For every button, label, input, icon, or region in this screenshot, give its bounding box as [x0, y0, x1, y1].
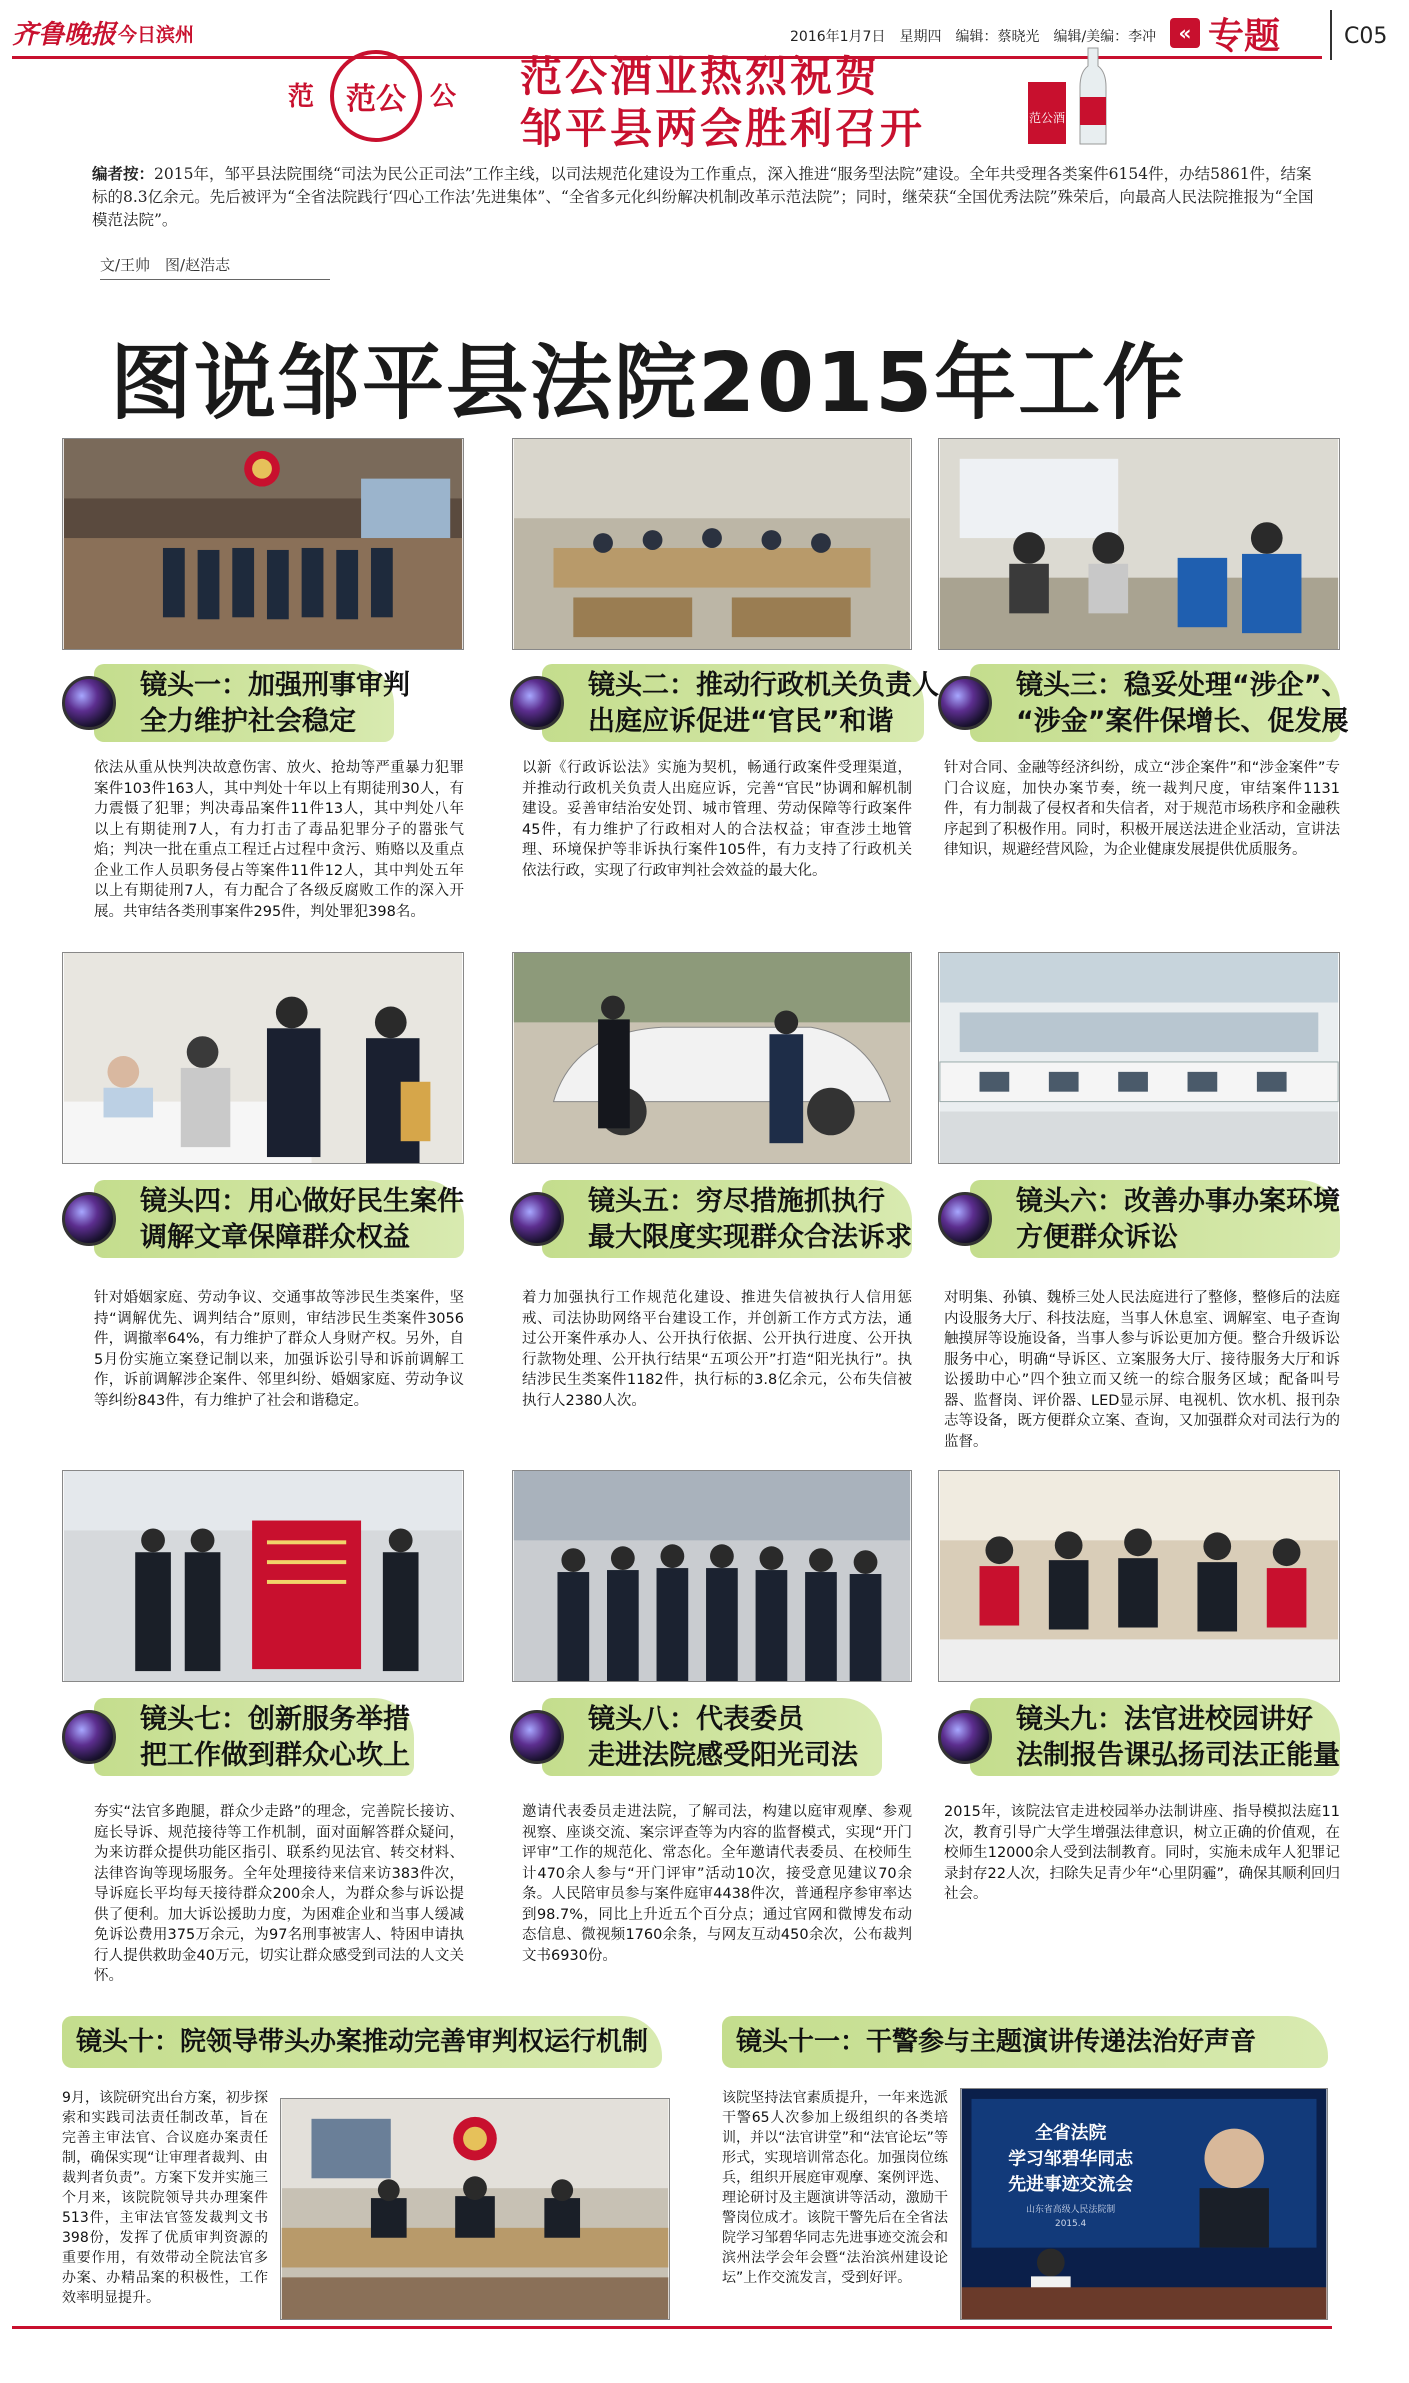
dateline: 2016年1月7日 星期四 编辑：蔡晓光 编辑/美编：李冲	[790, 29, 1157, 45]
camera-lens-icon	[938, 676, 992, 730]
ad-seal-logo: 范公	[330, 50, 422, 142]
camera-lens-icon	[938, 1710, 992, 1764]
caption-line-2: 走进法院感受阳光司法	[588, 1740, 858, 1771]
caption-line-1: 镜头七：创新服务举措	[140, 1704, 410, 1735]
ad-brand-right: 公	[430, 82, 457, 112]
page-number: C05	[1344, 24, 1388, 49]
section-7-body: 夯实“法官多跑腿，群众少走路”的理念，完善院长接访、庭长导诉、规范接待等工作机制，面对面解答群众疑问，为来访群众提供功能区指引、联系约见法官、转交材料、法律咨询等现场服务。全年处理接待来信来访383件次，导诉庭长平均每天接待群众200余人，为群众参与诉讼提供了便利。加大诉讼援助力度，为困难企业和当事人缓减免诉讼费用375万余元，为97名刑事被害人、特困申请执行人提供救助金40万元，切实让群众感受到司法的人文关怀。	[94, 1804, 464, 1984]
caption-section-9	[970, 1698, 1340, 1776]
liquor-bottle-image	[1022, 42, 1114, 150]
section-8-body: 邀请代表委员走进法院，了解司法，构建以庭审观摩、参观视察、座谈交流、案宗评查等为内容的监督模式，实现“开门评审”工作的规范化、常态化。全年邀请代表委员、在校师生计470余人参与“开门评审”活动10次，接受意见建议70余条。人民陪审员参与案件庭审4438件次，普通程序参审率达到98.7%，同比上升近五个百分点；通过官网和微博发布动态信息、微视频1760余条，与网友互动450余次，公布裁判文书6930份。	[522, 1804, 912, 1964]
camera-lens-icon	[938, 1192, 992, 1246]
caption-line-1: 镜头一：加强刑事审判	[140, 670, 410, 701]
caption-line-2: 最大限度实现群众合法诉求	[588, 1222, 912, 1253]
photo-deputies-visit	[512, 1470, 912, 1682]
section-1-body: 依法从重从快判决故意伤害、放火、抢劫等严重暴力犯罪案件103件163人，其中判处十年以上有期徒刑30人，有力震慑了犯罪；判决毒品案件11件13人，其中判处八年以上有期徒刑7人，有力打击了毒品犯罪分子的嚣张气焰；判决一批在重点工程迁占过程中贪污、贿赂以及重点企业工作人员职务侵占等案件11件12人，其中判处五年以上有期徒刑7人，有力配合了各级反腐败工作的深入开展。共审结各类刑事案件295件，判处罪犯398名。	[94, 760, 464, 920]
section-6-body: 对明集、孙镇、魏桥三处人民法庭进行了整修，整修后的法庭内设服务大厅、科技法庭，当事人休息室、调解室、电子查询触摸屏等设施设备，当事人参与诉讼更加方便。整合升级诉讼服务中心，明确“导诉区、立案服务大厅、接待服务大厅和诉讼援助中心”四个独立而又统一的综合服务区域；配备叫号器、监督岗、评价器、LED显示屏、电视机、饮水机、报刊杂志等设备，既方便群众立案、查询，又加强群众对司法行为的监督。	[944, 1290, 1340, 1450]
slide-line-3: 先进事迹交流会	[1008, 2174, 1134, 2196]
photo-criminal-trial	[62, 438, 464, 650]
ad-brand-left: 范	[288, 82, 317, 112]
editor-note-text: 2015年，邹平县法院围绕“司法为民公正司法”工作主线，以司法规范化建设为工作重点，深入推进“服务型法院”建设。全年共受理各类案件6154件，办结5861件，结案标的8.3亿余元。先后被评为“全省法院践行‘四心工作法’先进集体”、“全省多元化纠纷解决机制改革示范法院”；同时，继荣获“全国优秀法院”殊荣后，向最高人民法院推报为“全国模范法院”。	[92, 165, 1314, 229]
section-3-body: 针对合同、金融等经济纠纷，成立“涉企案件”和“涉金案件”专门合议庭，加快办案节奏，统一裁判尺度，审结案件1131件，有力制裁了侵权者和失信者，对于规范市场秩序和金融秩序起到了积极作用。同时，积极开展送法进企业活动，宣讲法律知识，规避经营风险，为企业健康发展提供优质服务。	[944, 760, 1340, 858]
camera-lens-icon	[62, 1192, 116, 1246]
section-9-body: 2015年，该院法官走进校园举办法制讲座、指导模拟法庭11次，教育引导广大学生增强法律意识，树立正确的价值观，在校师生12000余人受到法制教育。同时，实施未成年人犯罪记录封存22人次，扫除失足青少年“心里阴霾”，确保其顺利回归社会。	[944, 1804, 1340, 1902]
slide-line-4: 山东省高级人民法院制	[1026, 2204, 1116, 2215]
camera-lens-icon	[62, 676, 116, 730]
caption-line-1: 镜头五：穷尽措施抓执行	[588, 1186, 885, 1217]
photo-hospital-mediation	[62, 952, 464, 1164]
caption-line-1: 镜头八：代表委员	[588, 1704, 804, 1735]
edition-name: 今日滨州	[118, 24, 195, 46]
caption-section-5	[542, 1180, 912, 1258]
photo-banner-presentation	[62, 1470, 464, 1682]
caption-line-2: 出庭应诉促进“官民”和谐	[588, 706, 894, 737]
photo-administrative-hearing	[512, 438, 912, 650]
camera-lens-icon	[510, 676, 564, 730]
camera-lens-icon	[510, 1192, 564, 1246]
page-title: 图说邹平县法院2015年工作	[110, 336, 1187, 431]
header-divider	[1330, 10, 1332, 60]
slide-line-5: 2015.4	[1055, 2218, 1087, 2229]
ad-headline-1: 范公酒业热烈祝贺	[520, 52, 881, 101]
section-10-body: 9月，该院研究出台方案，初步探索和实践司法责任制改革，旨在完善主审法官、合议庭办案责任制，确保实现“让审理者裁判、由裁判者负责”。方案下发并实施三个月来，该院院领导共办理案件513件，主审法官签发裁判文书398份，发挥了优质审判资源的重要作用，有效带动全院法官多办案、办精品案的积极性，工作效率明显提升。	[62, 2090, 268, 2306]
caption-line-1: 镜头九：法官进校园讲好	[1016, 1704, 1313, 1735]
section-11-body: 该院坚持法官素质提升，一年来选派干警65人次参加上级组织的各类培训，并以“法官讲堂”和“法官论坛”等形式，实现培训常态化。加强岗位练兵，组织开展庭审观摩、案例评选、理论研讨及主题演讲等活动，激励干警岗位成才。该院干警先后在全省法院学习邹碧华同志先进事迹交流会和滨州法学会年会暨“法治滨州建设论坛”上作交流发言，受到好评。	[722, 2090, 948, 2286]
caption-section-1	[94, 664, 410, 742]
caption-line-1: 镜头四：用心做好民生案件	[140, 1186, 464, 1217]
page-bottom-rule	[12, 2326, 1332, 2329]
caption-section-2	[542, 664, 939, 742]
masthead: 齐鲁晚报	[12, 20, 117, 50]
section-11-title: 镜头十一：干警参与主题演讲传递法治好声音	[722, 2016, 1328, 2068]
ad-headline-2: 邹平县两会胜利召开	[520, 104, 926, 153]
advertisement-banner	[270, 40, 1120, 152]
camera-lens-icon	[62, 1710, 116, 1764]
caption-line-2: 调解文章保障群众权益	[140, 1222, 410, 1253]
photo-service-hall	[938, 952, 1340, 1164]
caption-line-2: 法制报告课弘扬司法正能量	[1016, 1740, 1340, 1771]
caption-line-2: 全力维护社会稳定	[140, 706, 356, 737]
photo-speech-event	[960, 2088, 1328, 2320]
caption-line-1: 镜头二：推动行政机关负责人	[588, 670, 939, 701]
slide-line-1: 全省法院	[1034, 2122, 1107, 2144]
caption-section-4	[94, 1180, 464, 1258]
caption-line-2: 方便群众诉讼	[1016, 1222, 1178, 1253]
caption-line-1: 镜头三：稳妥处理“涉企”、	[1016, 670, 1349, 701]
camera-lens-icon	[510, 1710, 564, 1764]
caption-line-2: “涉金”案件保增长、促发展	[1016, 706, 1349, 737]
section-4-body: 针对婚姻家庭、劳动争议、交通事故等涉民生类案件，坚持“调解优先、调判结合”原则，审结涉民生类案件3056件，调撤率64%，有力维护了群众人身财产权。另外，自5月份实施立案登记制以来，加强诉讼引导和诉前调解工作，诉前调解涉企案件、邻里纠纷、婚姻家庭、劳动争议等纠纷843件，有力维护了社会和谐稳定。	[94, 1290, 464, 1409]
slide-line-2: 学习邹碧华同志	[1008, 2148, 1134, 2170]
photo-enterprise-visit	[938, 438, 1340, 650]
photo-enforcement-seal	[512, 952, 912, 1164]
section-5-body: 着力加强执行工作规范化建设、推进失信被执行人信用惩戒、司法协助网络平台建设工作，并创新工作方式方法，通过公开案件承办人、公开执行依据、公开执行进度、公开执行款物处理、公开执行结果“五项公开”打造“阳光执行”。执结涉民生类案件1182件，执行标的3.8亿余元，公布失信被执行人2380人次。	[522, 1290, 912, 1409]
caption-section-7	[94, 1698, 414, 1776]
editor-note-lead: 编者按：	[92, 164, 155, 183]
caption-section-8	[542, 1698, 882, 1776]
section-label	[1170, 10, 1330, 56]
editor-note	[92, 162, 1327, 232]
section-2-body: 以新《行政诉讼法》实施为契机，畅通行政案件受理渠道，并推动行政机关负责人出庭应诉，完善“官民”协调和解机制建设。妥善审结治安处罚、城市管理、劳动保障等行政案件45件，有力维护了行政相对人的合法权益；审查涉土地管理、环境保护等非诉执行案件105件，有力支持了行政机关依法行政，实现了行政审判社会效益的最大化。	[522, 760, 912, 879]
byline: 文/王帅 图/赵浩志	[100, 254, 330, 280]
bottle-label: 范公酒	[1028, 111, 1066, 125]
section-10-title: 镜头十：院领导带头办案推动完善审判权运行机制	[62, 2016, 662, 2068]
caption-section-3	[970, 664, 1349, 742]
section-name: 专题	[1208, 15, 1281, 57]
double-chevron-icon: «	[1170, 18, 1200, 48]
photo-courtroom-judges	[280, 2098, 670, 2320]
photo-school-lecture	[938, 1470, 1340, 1682]
caption-line-1: 镜头六：改善办事办案环境	[1016, 1186, 1340, 1217]
caption-line-2: 把工作做到群众心坎上	[140, 1740, 410, 1771]
caption-section-6	[970, 1180, 1340, 1258]
